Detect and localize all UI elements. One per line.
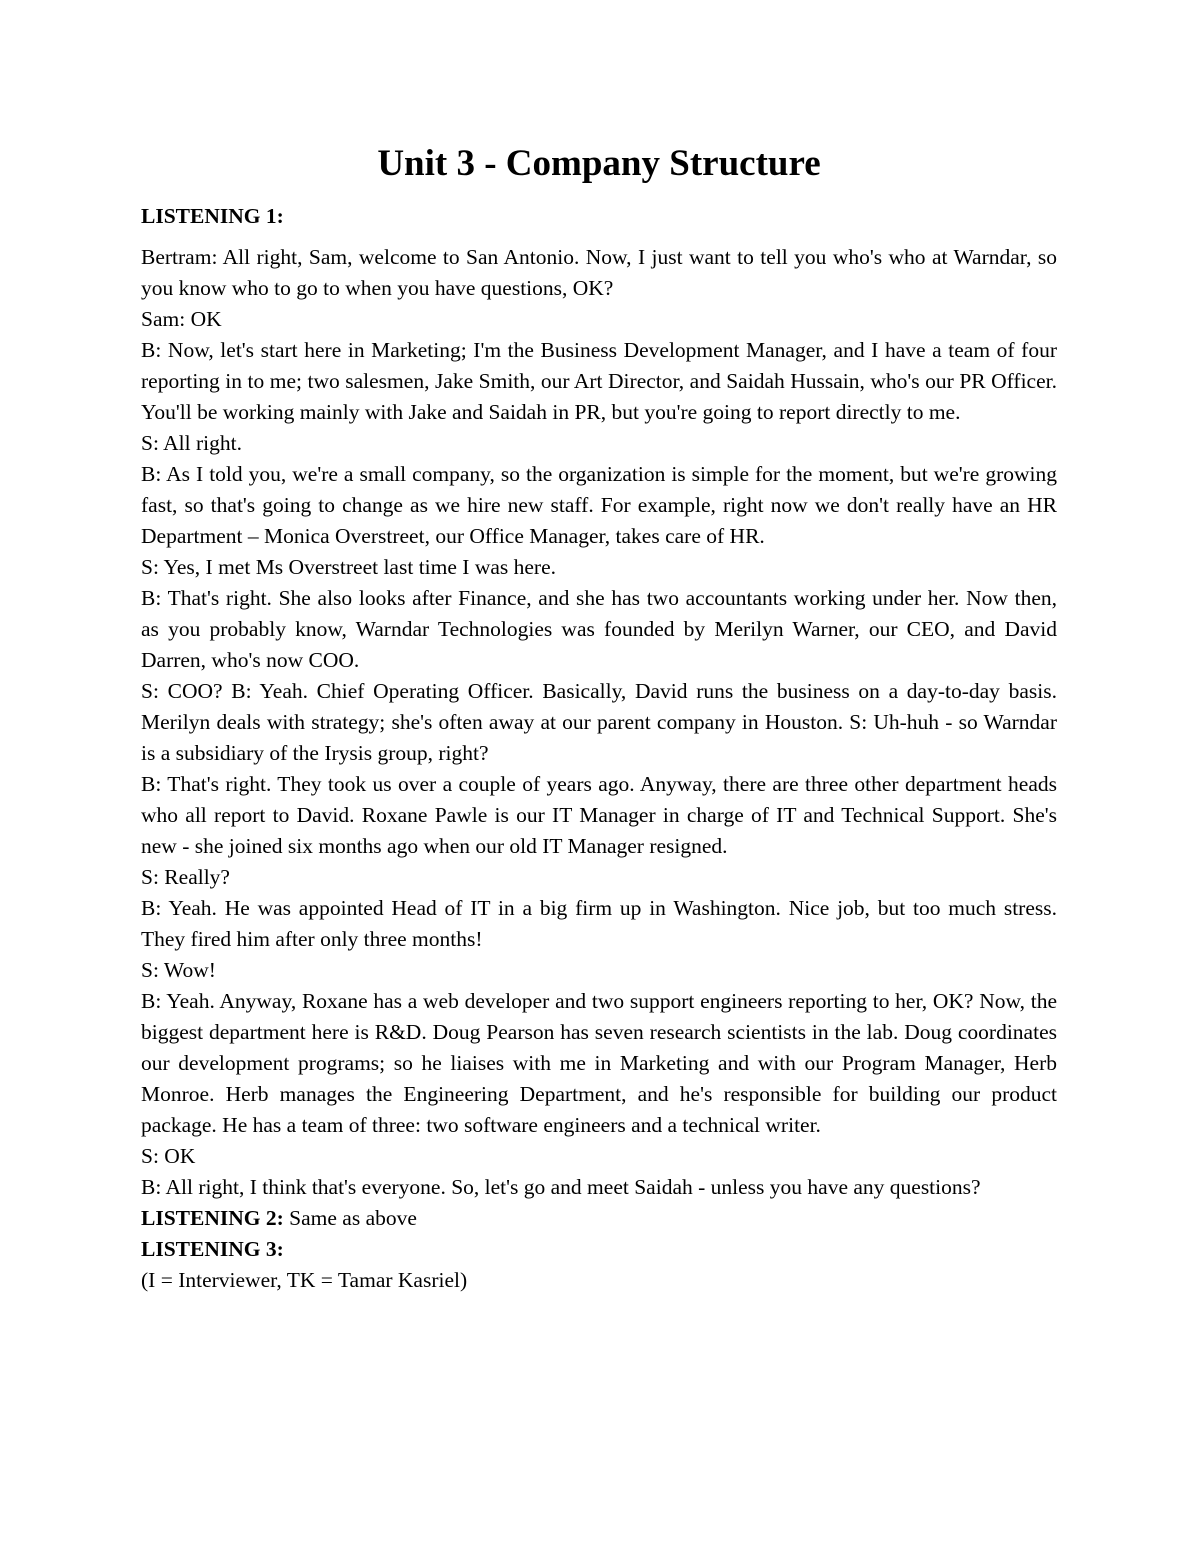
listening3-line	[141, 1234, 1057, 1265]
transcript-paragraph: S: OK	[141, 1144, 196, 1168]
page-title: Unit 3 - Company Structure	[377, 143, 821, 184]
listening1-transcript	[141, 242, 1057, 1203]
transcript-paragraph: S: Yes, I met Ms Overstreet last time I was here.	[141, 555, 556, 579]
listening2-text: Same as above	[283, 1206, 417, 1230]
transcript-paragraph: S: Wow!	[141, 958, 216, 982]
listening2-line	[141, 1203, 1057, 1234]
document-body	[141, 138, 1057, 1296]
transcript-paragraph: S: All right.	[141, 431, 242, 455]
transcript-paragraph: B: All right, I think that's everyone. So, let's go and meet Saidah - unless you have any questions?	[141, 1175, 981, 1199]
transcript-paragraph: B: That's right. They took us over a couple of years ago. Anyway, there are three other department heads who all report to David. Roxane Pawle is our IT Manager in charge of IT and Technical Support. She's new - she joined six months ago when our old IT Manager resigned.	[141, 772, 1057, 858]
listening3-heading: LISTENING 3:	[141, 1237, 284, 1261]
transcript-paragraph: B: As I told you, we're a small company, so the organization is simple for the moment, but we're growing fast, so that's going to change as we hire new staff. For example, right now we don't really have an HR Department – Monica Overstreet, our Office Manager, takes care of HR.	[141, 462, 1057, 548]
transcript-paragraph: S: COO? B: Yeah. Chief Operating Officer. Basically, David runs the business on a day-to-day basis. Merilyn deals with strategy; she's often away at our parent company in Houston. S: Uh-huh - so Warndar is a subsidiary of the Irysis group, right?	[141, 679, 1057, 765]
transcript-paragraph: B: Now, let's start here in Marketing; I'm the Business Development Manager, and I have a team of four reporting in to me; two salesmen, Jake Smith, our Art Director, and Saidah Hussain, who's our PR Officer. You'll be working mainly with Jake and Saidah in PR, but you're going to report directly to me.	[141, 338, 1057, 424]
transcript-paragraph: Sam: OK	[141, 307, 222, 331]
listening1-heading: LISTENING 1:	[141, 204, 284, 228]
transcript-paragraph: S: Really?	[141, 865, 230, 889]
transcript-paragraph: B: Yeah. Anyway, Roxane has a web developer and two support engineers reporting to her, OK? Now, the biggest department here is R&D. Doug Pearson has seven research scientists in the lab. Doug coordinates our development programs; so he liaises with me in Marketing and with our Program Manager, Herb Monroe. Herb manages the Engineering Department, and he's responsible for building our product package. He has a team of three: two software engineers and a technical writer.	[141, 989, 1057, 1137]
transcript-paragraph: Bertram: All right, Sam, welcome to San Antonio. Now, I just want to tell you who's who at Warndar, so you know who to go to when you have questions, OK?	[141, 245, 1057, 300]
transcript-paragraph: B: That's right. She also looks after Finance, and she has two accountants working under her. Now then, as you probably know, Warndar Technologies was founded by Merilyn Warner, our CEO, and David Darren, who's now COO.	[141, 586, 1057, 672]
transcript-paragraph: B: Yeah. He was appointed Head of IT in a big firm up in Washington. Nice job, but too much stress. They fired him after only three months!	[141, 896, 1057, 951]
listening3-text: (I = Interviewer, TK = Tamar Kasriel)	[141, 1268, 468, 1292]
listening2-label: LISTENING 2:	[141, 1206, 284, 1230]
